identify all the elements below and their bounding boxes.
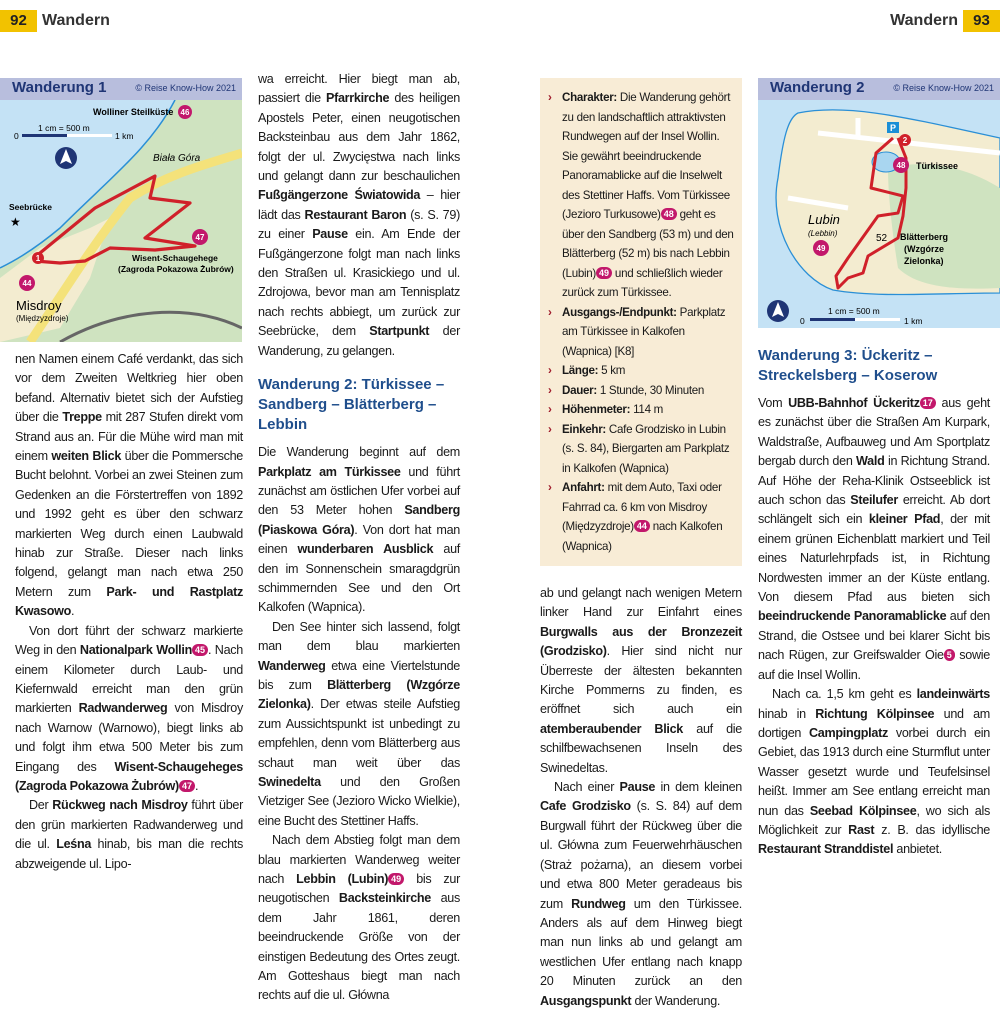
text-run: des heiligen Apostels Peter, einen neugotischen Backsteinbau aus dem Jahr 1862, folgt der ul. Zwycięstwa nach links und gelangt dann zur beschaulichen [258,91,460,184]
paragraph [258,831,460,1006]
text-run: bis zur neugotischen [258,872,460,906]
paragraph [258,70,460,361]
text-run: . [70,604,75,619]
bold-term: Pause [312,227,348,242]
info-item [548,400,734,420]
text-run: auf die schilfbewachsenen Inseln des Swinedeltas. [540,721,742,775]
bold-term: Treppe [62,410,102,425]
text-run: . [194,778,199,793]
text-run: Den See hinter sich lassend, folgt man dem blau markierten [258,619,460,654]
paragraph [15,622,243,797]
label-wisent-pl: (Zagroda Pokazowa Żubrów) [118,264,234,274]
bold-term: Rundweg [571,896,626,911]
bold-term: Wisent-Schaugeheges (Zagroda Pokazowa Żubrów) [15,759,243,793]
text-run: ab und gelangt nach wenigen Metern linker Hand zur Einfahrt eines [540,586,742,620]
section-heading-wanderung-3: Wanderung 3: Ückeritz – Streckelsberg – Koserow [758,347,938,384]
paragraph [540,778,742,1011]
text-run: hinab in [758,706,816,721]
bold-term: beeindruckende Panoramablicke [758,609,947,624]
text-run: Die Wanderung beginnt auf dem [258,445,460,460]
label-scale: 1 cm = 500 m [828,306,880,316]
label-blaetterberg-pl2: Zielonka) [904,256,944,266]
bold-term: Ausgangspunkt [540,993,632,1008]
bold-term: Sandberg (Piaskowa Góra) [258,503,460,537]
bold-term: Rückweg nach Misdroy [52,798,188,813]
label-blaetterberg-pl1: (Wzgórze [904,244,944,254]
text-run: über die Pommersche Bucht belohnt. Vorbei an zwei Steinen zum Gedenken an die Förstertreffen von 1892 und 1992 geht es über den schwarz markierten Weg durch einen Laubwald hinab zur Straße. Dieser nach links folgend, gelangt man nach etwa 250 Metern zum [15,449,243,599]
label-wisent: Wisent-Schaugehege [132,253,218,263]
running-title-right: Wandern [890,12,958,29]
text-run: erreicht. Ab dort schlängelt sich ein [758,493,990,527]
bold-term: Park- und Rastplatz Kwasowo [15,584,243,619]
paragraph [758,685,990,860]
text-run: wa erreicht. Hier biegt man ab, passiert die [258,72,460,106]
bold-term: Cafe Grodzisko [540,799,631,814]
info-item [548,303,734,362]
start-marker: 1 [35,254,41,263]
bold-term: Rast [848,822,875,837]
text-run: auf den Strand, die Ostsee und bei klarer Sicht bis nach Rügen, zur Greifswalder Oie [758,609,990,663]
text-run: (s. S. 84) auf dem Burgwall führt der Rückweg über die ul. Główna zum Feuerwehrhäuschen (Straż pożarna), an diesem vorbei und etwa 800 Meter geradeaus bis zum [540,799,742,911]
text-run: 5 km [598,364,626,377]
text-run: und am dortigen [758,706,990,740]
chevron-right-icon: › [548,481,552,494]
text-run: Die Wanderung gehört zu den landschaftlich attraktivsten Rundwegen auf der Insel Wollin. Sie gewährt beeindruckende Panoramablicke auf die Inselwelt des Stettiner Haffs. Vom Türkissee (Jezioro Turkusowe) [562,91,731,221]
label-seebruecke: Seebrücke [9,202,52,212]
bold-term: Blätterberg (Wzgórze Zielonka) [258,677,460,712]
chevron-right-icon: › [548,403,552,416]
label-misdroy: Misdroy [16,298,62,313]
poi-badge: 17 [920,397,936,409]
bold-term: Höhenmeter: [562,403,631,416]
info-item [548,361,734,381]
badge-44: 44 [22,279,32,288]
text-run: z. B. das idyllische [874,822,990,837]
text-run: vorbei durch ein Gebiet, das 1913 durch eine Sturmflut unter Wasser gesetzt wurde und Teufelsinsel heißt. Immer am See entlang erreicht man nun das [758,725,991,818]
text-run: Nach einer [554,780,620,795]
bold-term: wunderbaren Ausblick [297,542,434,557]
text-run: , der mit einem grünen Eichenblatt markiert und Teil eines Naturlehrpfads ist, in Richtung Nordwesten immer an der Küste entlang. Von diesem Pfad aus bieten sich [758,512,990,605]
text-run: mit 287 Stufen direkt vom Strand aus an. Für die Mühe wird man mit einem [15,410,244,464]
map-copyright: © Reise Know-How 2021 [135,83,236,93]
bold-term: Leśna [56,837,92,852]
bold-term: Parkplatz am Türkissee [258,464,401,479]
text-run: sowie auf die Insel Wollin. [758,648,990,682]
text-run: auf den im Sonnenschein smaragdgrün schimmernden See und den Ort Kalkofen (Wapnica). [258,542,460,615]
bold-term: Campingplatz [809,725,888,740]
bold-term: Wanderweg [258,658,326,673]
bold-term: Seebad Kölpinsee [809,803,917,818]
text-run: 1 Stunde, 30 Minuten [596,383,705,397]
column-1 [15,350,243,874]
chevron-right-icon: › [548,305,552,319]
text-run: hinab, bis man die rechts abzweigende ul. Lipo- [15,837,243,871]
bold-term: Restaurant Baron [304,207,407,222]
text-run: – hier lädt das [258,188,460,222]
scale-zero: 0 [800,316,805,326]
bold-term: Wald [856,454,885,469]
label-scale: 1 cm = 500 m [38,123,90,133]
map-wanderung-2 [758,78,1000,328]
paragraph [15,350,243,622]
paragraph [540,584,742,778]
text-run: . Nach einem Kilometer durch Laub- und Kiefernwald erreicht man den grün markierten [15,643,243,716]
badge-47: 47 [195,233,205,242]
bold-term: weiten Blick [51,449,122,464]
bold-term: Ausgangs-/Endpunkt: [562,305,677,319]
bold-term: Startpunkt [369,324,430,339]
label-height: 52 [876,233,888,244]
info-item [548,381,734,401]
badge-48: 48 [896,161,906,170]
poi-badge: 49 [596,267,612,279]
star-icon: ★ [10,215,21,229]
bold-term: Anfahrt: [562,481,605,494]
text-run: geht es über den Sandberg (53 m) und den Blätterberg (52 m) bis nach Lebbin (Lubin) [562,208,734,280]
column-3-wrapper [540,78,742,1011]
text-run: Cafe Grodzisko in Lubin (s. S. 84), Biergarten am Parkplatz in Kalkofen (Wapnica) [562,422,730,475]
column-4 [758,340,990,860]
chevron-right-icon: › [548,91,552,104]
bold-term: UBB-Bahnhof Ückeritz [788,396,920,410]
column-2 [258,70,460,1006]
bold-term: Nationalpark Wollin [79,643,192,658]
chevron-right-icon: › [548,364,552,377]
text-run: um den Türkissee. Anders als auf dem Hinweg biegt man nun links ab und gelangt am westlichen Ufer entlang nach knapp 20 Minuten zurück an den [540,896,742,989]
text-run: ein. Am Ende der Fußgängerzone folgt man nach links den Straßen ul. Krasickiego und ul. Zdrojowa, bevor man am Tennisplatz nach rechts abbiegt, um zurück zur Seebrücke, dem [258,227,460,339]
info-item [548,88,734,303]
text-run: Von dort führt der schwarz markierte Weg in den [15,623,243,658]
text-run: und führt zunächst am östlichen Ufer vorbei auf den 53 Meter hohen [258,464,460,518]
paragraph [15,796,243,874]
label-steilkueste: Wolliner Steilküste [93,107,174,117]
scale-zero: 0 [14,131,19,141]
parking-icon: P [889,123,897,133]
text-run: nach Kalkofen (Wapnica) [562,520,723,553]
bold-term: landeinwärts [916,687,990,702]
scale-one-km: 1 km [115,131,134,141]
text-run: Der [29,798,53,813]
text-run: Vom [758,396,789,410]
text-run: Nach dem Abstieg folgt man dem blau markierten Wanderweg weiter nach [258,833,460,887]
info-item [548,478,734,556]
bold-term: Richtung Kölpinsee [815,706,935,721]
text-run: (s. S. 79) zu einer [258,207,460,242]
info-item [548,420,734,479]
text-run: in dem kleinen [655,780,742,795]
column-3 [540,584,742,1011]
paragraph [258,618,460,831]
start-marker: 2 [902,136,908,145]
bold-term: Steilufer [850,493,898,508]
text-run: der Wanderung. [631,993,721,1008]
page-number-left: 92 [0,10,37,32]
map-title: Wanderung 1 [12,79,107,96]
poi-badge: 47 [179,780,195,792]
text-run: in Richtung Strand. Auf Höhe der Reha-Klinik Ostseeblick ist auch schon das [758,454,990,508]
label-tuerkissee: Türkissee [916,161,959,171]
text-run: Parkplatz am Türkissee in Kalkofen (Wapnica) [K8] [562,305,726,358]
chevron-right-icon: › [548,422,552,436]
map-copyright: © Reise Know-How 2021 [893,83,994,93]
text-run: . Der etwas steile Aufstieg zum Aussichtspunkt ist unbedingt zu empfehlen, denn vom Blätterberg aus schaut man weit über das [258,697,460,770]
poi-badge: 48 [661,208,677,220]
bold-term: Dauer: [562,383,597,397]
bold-term: kleiner Pfad [868,512,941,527]
section-heading-wanderung-2: Wanderung 2: Türkissee – Sandberg – Blätterberg – Lebbin [258,376,445,434]
text-run: und schließlich wieder zurück zum Türkissee. [562,266,723,299]
text-run: anbietet. [893,842,942,857]
chevron-right-icon: › [548,383,552,397]
text-run: . Hier sind nicht nur Überreste der ältesten bekannten Kirche Pommerns zu finden, es eröffnet sich auch ein [540,644,742,717]
bold-term: Radwanderweg [78,701,168,716]
label-biala-gora: Biała Góra [153,153,201,164]
bold-term: Pfarrkirche [325,91,390,106]
badge-46: 46 [180,108,190,117]
text-run: 114 m [630,403,664,416]
text-run: nen Namen einem Café verdankt, das sich vor dem Zweiten Weltkrieg hier oben befand. Alternativ bietet sich der Aufstieg über die [15,352,243,425]
text-run: etwa eine Viertelstunde bis zum [258,658,460,692]
bold-term: Charakter: [562,91,617,104]
label-lebbin: (Lebbin) [808,229,838,238]
label-lubin: Lubin [808,212,840,227]
badge-49: 49 [816,244,826,253]
text-run: , wo sich als Möglichkeit zur [758,803,990,837]
text-run: von Misdroy nach Warnow (Warnowo), biegt links ab und folgt ihm etwa 500 Meter bis zum Eingang des [15,701,244,774]
info-box-wanderung-2 [540,78,742,566]
poi-badge: 45 [192,644,208,656]
label-misdroy-pl: (Międzyzdroje) [16,314,69,323]
text-run: führt über den grün markierten Radwanderweg und die ul. [15,798,243,852]
label-blaetterberg: Blätterberg [900,232,949,242]
bold-term: Lebbin (Lubin) [296,872,389,887]
paragraph [258,443,460,618]
paragraph [758,394,990,685]
bold-term: Restaurant Stranddistel [758,842,894,857]
map-header [0,78,242,100]
bold-term: Länge: [562,364,599,377]
running-title-left: Wandern [42,12,110,29]
bold-term: Burgwalls aus der Bronzezeit (Grodzisko) [540,624,742,659]
text-run: Nach ca. 1,5 km geht es [772,687,917,702]
bold-term: Pause [619,780,656,795]
bold-term: Backsteinkirche [338,891,432,906]
poi-badge: 5 [944,649,955,661]
text-run: der Wanderung, zu gelangen. [258,324,460,358]
bold-term: Swinedelta [258,775,321,789]
scale-one-km: 1 km [904,316,923,326]
text-run: mit dem Auto, Taxi oder Fahrrad ca. 6 km von Misdroy (Międzyzdroje) [562,481,722,533]
poi-badge: 44 [634,520,650,532]
map-title: Wanderung 2 [770,79,865,96]
text-run: . Von dort hat man einen [258,522,461,557]
bold-term: Fußgängerzone Światowida [258,188,421,203]
bold-term: atemberaubender Blick [540,721,684,736]
map-header [758,78,1000,100]
text-run: aus geht es zunächst über die Straßen Am Kurpark, Waldstraße, Aufbauweg und Am Sportplatz bergab durch den [758,396,990,469]
map-wanderung-1 [0,78,242,342]
bold-term: Einkehr: [562,422,606,436]
poi-badge: 49 [388,873,404,885]
page-number-right: 93 [963,10,1000,32]
text-run: aus dem Jahr 1861, deren beeindruckende Größe von der einstigen Bedeutung des Ortes zeugt. Am Gotteshaus biegt man nach rechts auf die ul. Główna [258,891,460,1003]
text-run: und den Großen Vietziger See (Jezioro Wicko Wielkie), eine Bucht des Stettiner Haffs. [258,775,460,828]
